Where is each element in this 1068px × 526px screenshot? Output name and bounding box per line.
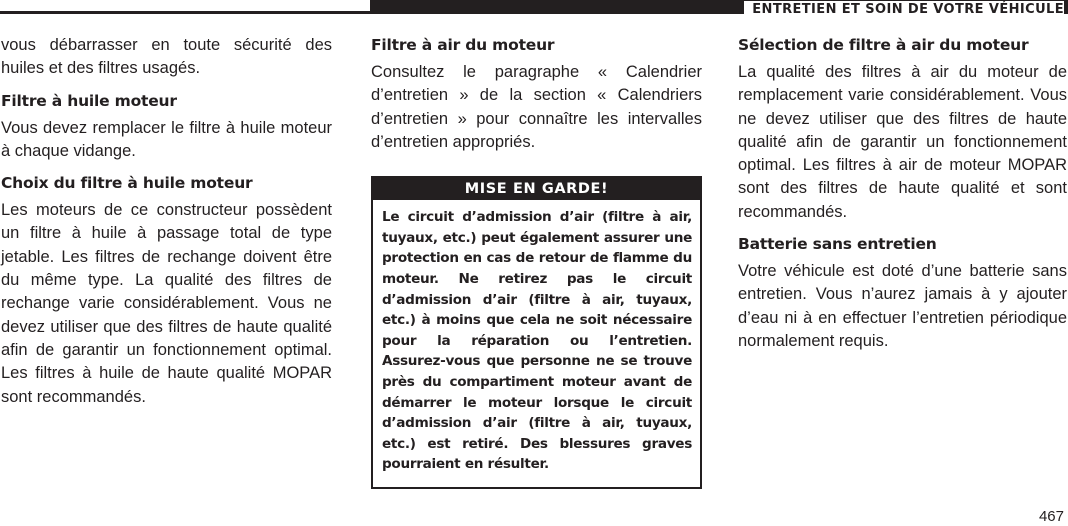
battery-paragraph: Votre véhicule est doté d’une batterie sans entretien. Vous n’aurez jamais à y ajouter d’eau ni à en effectuer l’entretien périodique normalement requis. (738, 262, 1067, 350)
oil-filter-choice-paragraph: Les moteurs de ce constructeur possèdent un filtre à huile à passage total de type jetable. Les filtres de rechange doivent être du même type. La qualité des filtres de rechange varie considérablement. Vous ne devez utiliser que des filtres de haute qualité afin de garantir un fonctionnement optimal. Les filtres à huile de haute qualité MOPAR sont recommandés. (1, 201, 332, 406)
column-3 (738, 34, 1067, 362)
intro-paragraph: vous débarrasser en toute sécurité des huiles et des filtres usagés. (1, 36, 332, 78)
warning-title: MISE EN GARDE! (373, 178, 700, 200)
oil-filter-choice-heading: Choix du filtre à huile moteur (1, 174, 253, 193)
air-filter-heading: Filtre à air du moteur (371, 36, 555, 54)
page-number: 467 (1038, 508, 1064, 525)
warning-text: Le circuit d’admission d’air (filtre à air, tuyaux, etc.) peut également assurer une protection en cas de retour de flamme du moteur. Ne retirez pas le circuit d’admission d’air (filtre à air, tuyaux, etc.) à moins que cela ne soit nécessaire pour la réparation ou l’entretien. Assurez-vous que personne ne se trouve près du compartiment moteur avant de démarrer le moteur lorsque le circuit d’admission d’air (filtre à air, tuyaux, etc.) est retiré. Des blessures graves pourraient en résulter. (382, 209, 692, 473)
air-filter-selection-heading: Sélection de filtre à air du moteur (738, 36, 1029, 54)
warning-box (371, 176, 702, 489)
air-filter-selection-paragraph: La qualité des filtres à air du moteur de remplacement varie considérablement. Vous ne devez utiliser que des filtres de haute qualité afin de garantir un fonctionnement optimal. Les filtres à air de moteur MOPAR sont des filtres de haute qualité et sont recommandés. (738, 63, 1067, 221)
column-2 (371, 34, 702, 489)
oil-filter-paragraph: Vous devez remplacer le filtre à huile moteur à chaque vidange. (1, 118, 332, 160)
battery-heading: Batterie sans entretien (738, 235, 937, 254)
column-1 (1, 34, 332, 418)
air-filter-paragraph: Consultez le paragraphe « Calendrier d’entretien » de la section « Calendriers d’entretien » pour connaître les intervalles d’entretien appropriés. (371, 63, 702, 151)
oil-filter-heading: Filtre à huile moteur (1, 91, 177, 110)
running-header-title: ENTRETIEN ET SOIN DE VOTRE VÉHICULE (744, 1, 1064, 18)
